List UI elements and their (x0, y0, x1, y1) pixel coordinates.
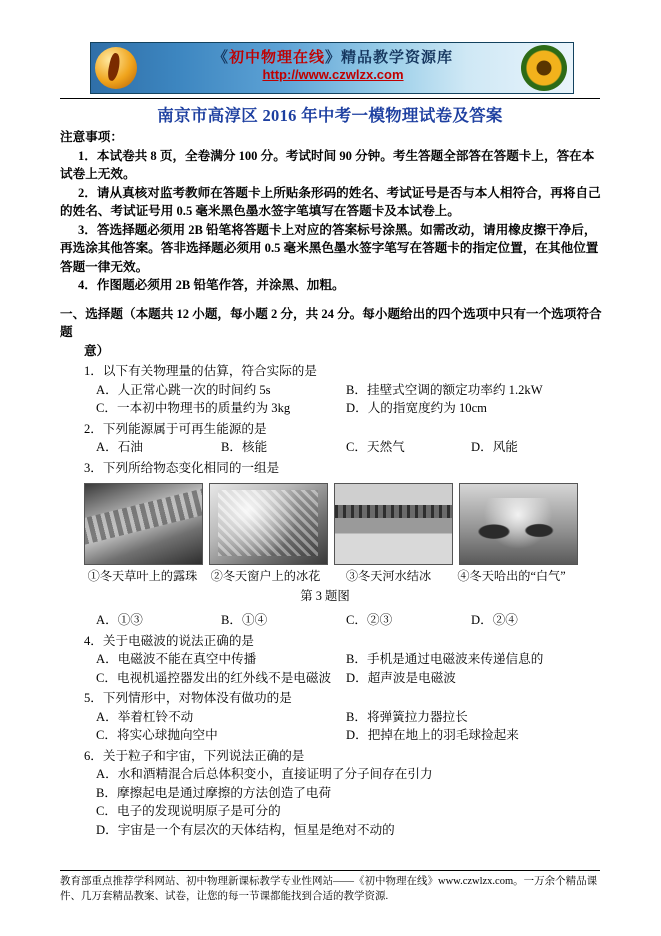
figure-caption-2: ②冬天窗户上的冰花 (210, 569, 321, 583)
banner-url[interactable]: http://www.czwlzx.com (262, 67, 404, 82)
question-3-option-a[interactable]: A．①③ (96, 613, 143, 627)
question-4-option-b[interactable]: B．手机是通过电磁波来传递信息的 (346, 652, 544, 666)
question-2-option-a[interactable]: A．石油 (96, 440, 143, 454)
question-5-option-a[interactable]: A．举着杠铃不动 (96, 709, 194, 724)
question-6-option-b[interactable]: B．摩擦起电是通过摩擦的方法创造了电荷 (96, 785, 332, 800)
question-5-options-row-2 (60, 726, 602, 745)
question-4-option-a[interactable]: A．电磁波不能在真空中传播 (96, 652, 257, 666)
question-1-stem: 1．以下有关物理量的估算，符合实际的是 (84, 364, 317, 378)
question-3-figure-group (60, 483, 602, 565)
site-banner (90, 42, 574, 94)
question-2-option-b[interactable]: B．核能 (221, 440, 268, 454)
question-5-stem: 5．下列情形中，对物体没有做功的是 (84, 691, 292, 705)
sunflower-icon (521, 45, 567, 91)
question-3-figure-captions (60, 567, 602, 586)
question-1-option-d[interactable]: D．人的指宽度约为 10cm (346, 401, 487, 415)
question-3-option-b[interactable]: B．①④ (221, 613, 268, 627)
question-1-option-a[interactable]: A．人正常心跳一次的时间约 5s (96, 382, 271, 397)
notice-item-2: 2．请从真核对监考教师在答题卡上所贴条形码的姓名、考试证号是否与本人相符合，再将自己的姓名、考试证号用 0.5 毫米黑色墨水签字笔填写在答题卡及本试卷上。 (60, 185, 601, 218)
question-6-option-a[interactable]: A．水和酒精混合后总体积变小，直接证明了分子间存在引力 (96, 767, 433, 781)
question-4 (60, 632, 602, 688)
question-4-option-c[interactable]: C．电视机遥控器发出的红外线不是电磁波 (96, 670, 332, 685)
question-5-options-row-1 (60, 708, 602, 727)
question-3-stem: 3．下列所给物态变化相同的一组是 (84, 460, 280, 475)
banner-title-brand: 初中物理在线 (228, 50, 325, 66)
question-2-option-c[interactable]: C．天然气 (346, 440, 405, 454)
figure-caption-1: ①冬天草叶上的露珠 (87, 569, 198, 583)
notice-heading: 注意事项： (60, 130, 123, 144)
question-3-figure-number: 第 3 题图 (300, 588, 350, 603)
question-2-stem: 2．下列能源属于可再生能源的是 (84, 421, 267, 436)
question-6-option-d[interactable]: D．宇宙是一个有层次的天体结构，恒星是绝对不动的 (96, 822, 395, 837)
question-6-option-c[interactable]: C．电子的发现说明原子是可分的 (96, 804, 281, 818)
figure-caption-3: ③冬天河水结冰 (345, 569, 432, 583)
section-heading-text: 一、选择题（本题共 12 小题，每小题 2 分，共 24 分。每小题给出的四个选项中只有一个选项符合题 (60, 306, 602, 339)
question-5 (60, 689, 602, 745)
question-4-options-row-1 (60, 650, 602, 669)
question-5-option-b[interactable]: B．将弹簧拉力器拉长 (346, 709, 468, 724)
header-divider (60, 98, 600, 99)
document-body (60, 128, 602, 839)
question-3-figure-row (84, 483, 602, 565)
question-1-options-row-1 (60, 381, 602, 400)
banner-title-right: 》精品教学资源库 (325, 50, 454, 66)
question-5-option-c[interactable]: C．将实心球抛向空中 (96, 728, 218, 742)
section-heading-continuation: 意） (84, 343, 110, 358)
question-1-option-c[interactable]: C．一本初中物理书的质量约为 3kg (96, 401, 291, 415)
page-footer: 教育部重点推荐学科网站、初中物理新课标教学专业性网站——《初中物理在线》www.czwlzx.com。一万余个精品课件、几万套精品教案、试卷，让您的每一节课都能找到合适的教学资源. (60, 876, 598, 902)
question-2 (60, 420, 602, 457)
question-4-options-row-2 (60, 669, 602, 688)
notice-block (60, 128, 602, 295)
banner-title (143, 46, 523, 67)
notice-item-4: 4．作图题必须用 2B 铅笔作答，并涂黑、加粗。 (78, 278, 345, 292)
question-6-stem: 6．关于粒子和宇宙，下列说法正确的是 (84, 748, 305, 763)
question-3-option-d[interactable]: D．②④ (471, 613, 518, 627)
figure-caption-4: ④冬天哈出的“白气” (457, 569, 566, 583)
banner-title-left: 《 (212, 50, 229, 66)
question-1 (60, 362, 602, 418)
question-1-options-row-2 (60, 399, 602, 418)
question-2-option-d[interactable]: D．风能 (471, 440, 518, 454)
footer-divider (60, 870, 600, 871)
question-6 (60, 747, 602, 840)
notice-item-1: 1．本试卷共 8 页，全卷满分 100 分。考试时间 90 分钟。考生答题全部答在答题卡上，答在本试卷上无效。 (60, 148, 595, 181)
question-3-option-c[interactable]: C．②③ (346, 613, 393, 627)
dew-on-grass-photo (84, 483, 203, 565)
question-3 (60, 459, 602, 630)
page-title: 南京市高淳区 2016 年中考一模物理试卷及答案 (157, 106, 503, 125)
frost-on-window-photo (209, 483, 328, 565)
question-5-option-d[interactable]: D．把掉在地上的羽毛球捡起来 (346, 728, 519, 742)
notice-item-3: 3．答选择题必须用 2B 铅笔将答题卡上对应的答案标号涂黑。如需改动，请用橡皮擦干净后，再选涂其他答案。答非选择题必须用 0.5 毫米黑色墨水签字笔写在答题卡的指定位置，在其他位置答题一律无效。 (60, 222, 599, 274)
fireball-logo-icon (95, 47, 137, 89)
question-3-options-row (60, 611, 602, 630)
question-4-stem: 4．关于电磁波的说法正确的是 (84, 633, 255, 648)
breath-vapor-photo (459, 483, 578, 565)
question-2-options-row (60, 438, 602, 457)
frozen-river-photo (334, 483, 453, 565)
question-4-option-d[interactable]: D．超声波是电磁波 (346, 670, 456, 685)
section-heading-choice (60, 305, 602, 361)
question-1-option-b[interactable]: B．挂壁式空调的额定功率约 1.2kW (346, 382, 543, 397)
